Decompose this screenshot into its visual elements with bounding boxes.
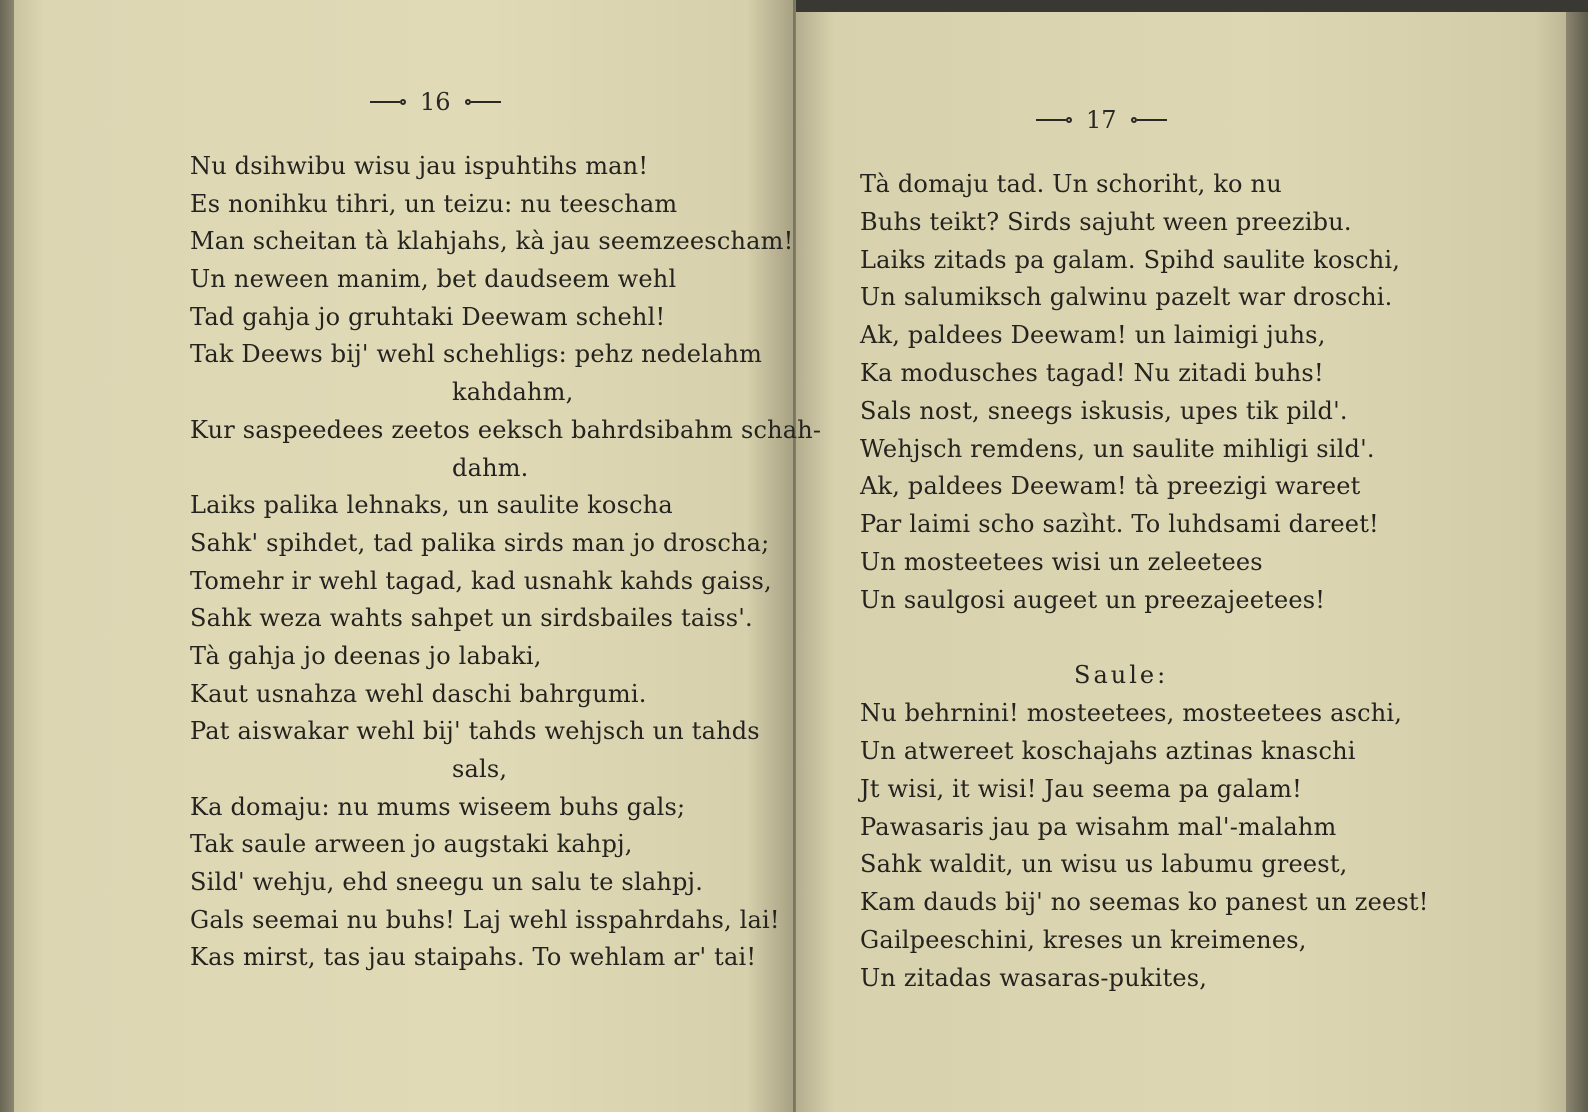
text-line: Sahk weza wahts sahpet un sirdsbailes taiss'. xyxy=(190,604,753,633)
text-line: Ka domaju: nu mums wiseem buhs gals; xyxy=(190,792,686,821)
page-number-ornament-right xyxy=(1131,117,1167,123)
page-number-ornament-right xyxy=(465,99,501,105)
text-line: Sahk' spihdet, tad palika sirds man jo droscha; xyxy=(190,528,770,557)
text-line: Tà domaju tad. Un schoriht, ko nu xyxy=(860,170,1282,198)
text-line: Sals nost, sneegs iskusis, upes tik pild'. xyxy=(860,396,1348,425)
text-line: Wehjsch remdens, un saulite mihligi sild'. xyxy=(860,434,1375,463)
speaker-heading: Saule: xyxy=(1074,661,1169,690)
text-line: Es nonihku tihri, un teizu: nu teescham xyxy=(190,189,678,218)
text-line: Kur saspeedees zeetos eeksch bahrdsibahm schah- xyxy=(190,415,822,444)
text-line: Ak, paldees Deewam! un laimigi juhs, xyxy=(860,321,1326,350)
stanza-gap xyxy=(860,620,1429,658)
text-line: Nu dsihwibu wisu jau ispuhtihs man! xyxy=(190,152,649,180)
left-page-number-header xyxy=(370,88,501,116)
right-page-text xyxy=(860,166,1429,998)
text-line: Laiks zitads pa galam. Spihd saulite koschi, xyxy=(860,245,1401,274)
text-line: Un neween manim, bet daudseem wehl xyxy=(190,265,677,294)
text-line: kahdahm, xyxy=(452,378,574,407)
text-line: Sahk waldit, un wisu us labumu greest, xyxy=(860,850,1348,879)
text-line: Kas mirst, tas jau staipahs. To wehlam ar' tai! xyxy=(190,943,757,972)
text-line: Laiks palika lehnaks, un saulite koscha xyxy=(190,491,673,520)
book-edge-top xyxy=(796,0,1588,12)
text-line: dahm. xyxy=(452,453,529,482)
text-line: Par laimi scho sazìht. To luhdsami dareet! xyxy=(860,510,1379,539)
text-line: Gals seemai nu buhs! Laj wehl isspahrdahs, lai! xyxy=(190,905,780,934)
text-line: Pat aiswakar wehl bij' tahds wehjsch un tahds xyxy=(190,717,760,746)
right-page-number-header xyxy=(1036,106,1167,134)
text-line: Un mosteetees wisi un zeleetees xyxy=(860,547,1263,576)
text-line: Buhs teikt? Sirds sajuht ween preezibu. xyxy=(860,207,1352,236)
book-edge-left xyxy=(0,0,14,1112)
text-line: Un atwereet koschajahs aztinas knaschi xyxy=(860,736,1356,765)
text-line: Sild' wehju, ehd sneegu un salu te slahpj. xyxy=(190,868,704,897)
text-line: Tak Deews bij' wehl schehligs: pehz nedelahm xyxy=(190,340,763,369)
text-line: Tad gahja jo gruhtaki Deewam schehl! xyxy=(190,302,666,331)
page-number-ornament-left xyxy=(1036,117,1072,123)
text-line: Tomehr ir wehl tagad, kad usnahk kahds gaiss, xyxy=(190,566,772,595)
text-line: Pawasaris jau pa wisahm mal'-malahm xyxy=(860,812,1337,841)
text-line: Man scheitan tà klahjahs, kà jau seemzeescham! xyxy=(190,227,794,256)
text-line: Kam dauds bij' no seemas ko panest un zeest! xyxy=(860,888,1429,917)
book-edge-right xyxy=(1566,12,1588,1112)
text-line: Un salumiksch galwinu pazelt war droschi. xyxy=(860,283,1393,312)
text-line: Un saulgosi augeet un preezajeetees! xyxy=(860,585,1326,614)
text-line: Ak, paldees Deewam! tà preezigi wareet xyxy=(860,472,1361,501)
text-line: Un zitadas wasaras-pukites, xyxy=(860,963,1208,992)
text-line: Nu behrnini! mosteetees, mosteetees aschi, xyxy=(860,699,1403,728)
left-page-text xyxy=(190,148,821,977)
left-page-number: 16 xyxy=(420,88,451,116)
text-line: Tà gahja jo deenas jo labaki, xyxy=(190,641,542,670)
text-line: Tak saule arween jo augstaki kahpj, xyxy=(190,830,633,859)
text-line: Ka modusches tagad! Nu zitadi buhs! xyxy=(860,358,1324,387)
page-number-ornament-left xyxy=(370,99,406,105)
text-line: Gailpeeschini, kreses un kreimenes, xyxy=(860,925,1307,954)
right-page-number: 17 xyxy=(1086,106,1117,134)
text-line: sals, xyxy=(452,755,508,783)
text-line: Kaut usnahza wehl daschi bahrgumi. xyxy=(190,679,647,708)
text-line: Jt wisi, it wisi! Jau seema pa galam! xyxy=(860,774,1302,803)
